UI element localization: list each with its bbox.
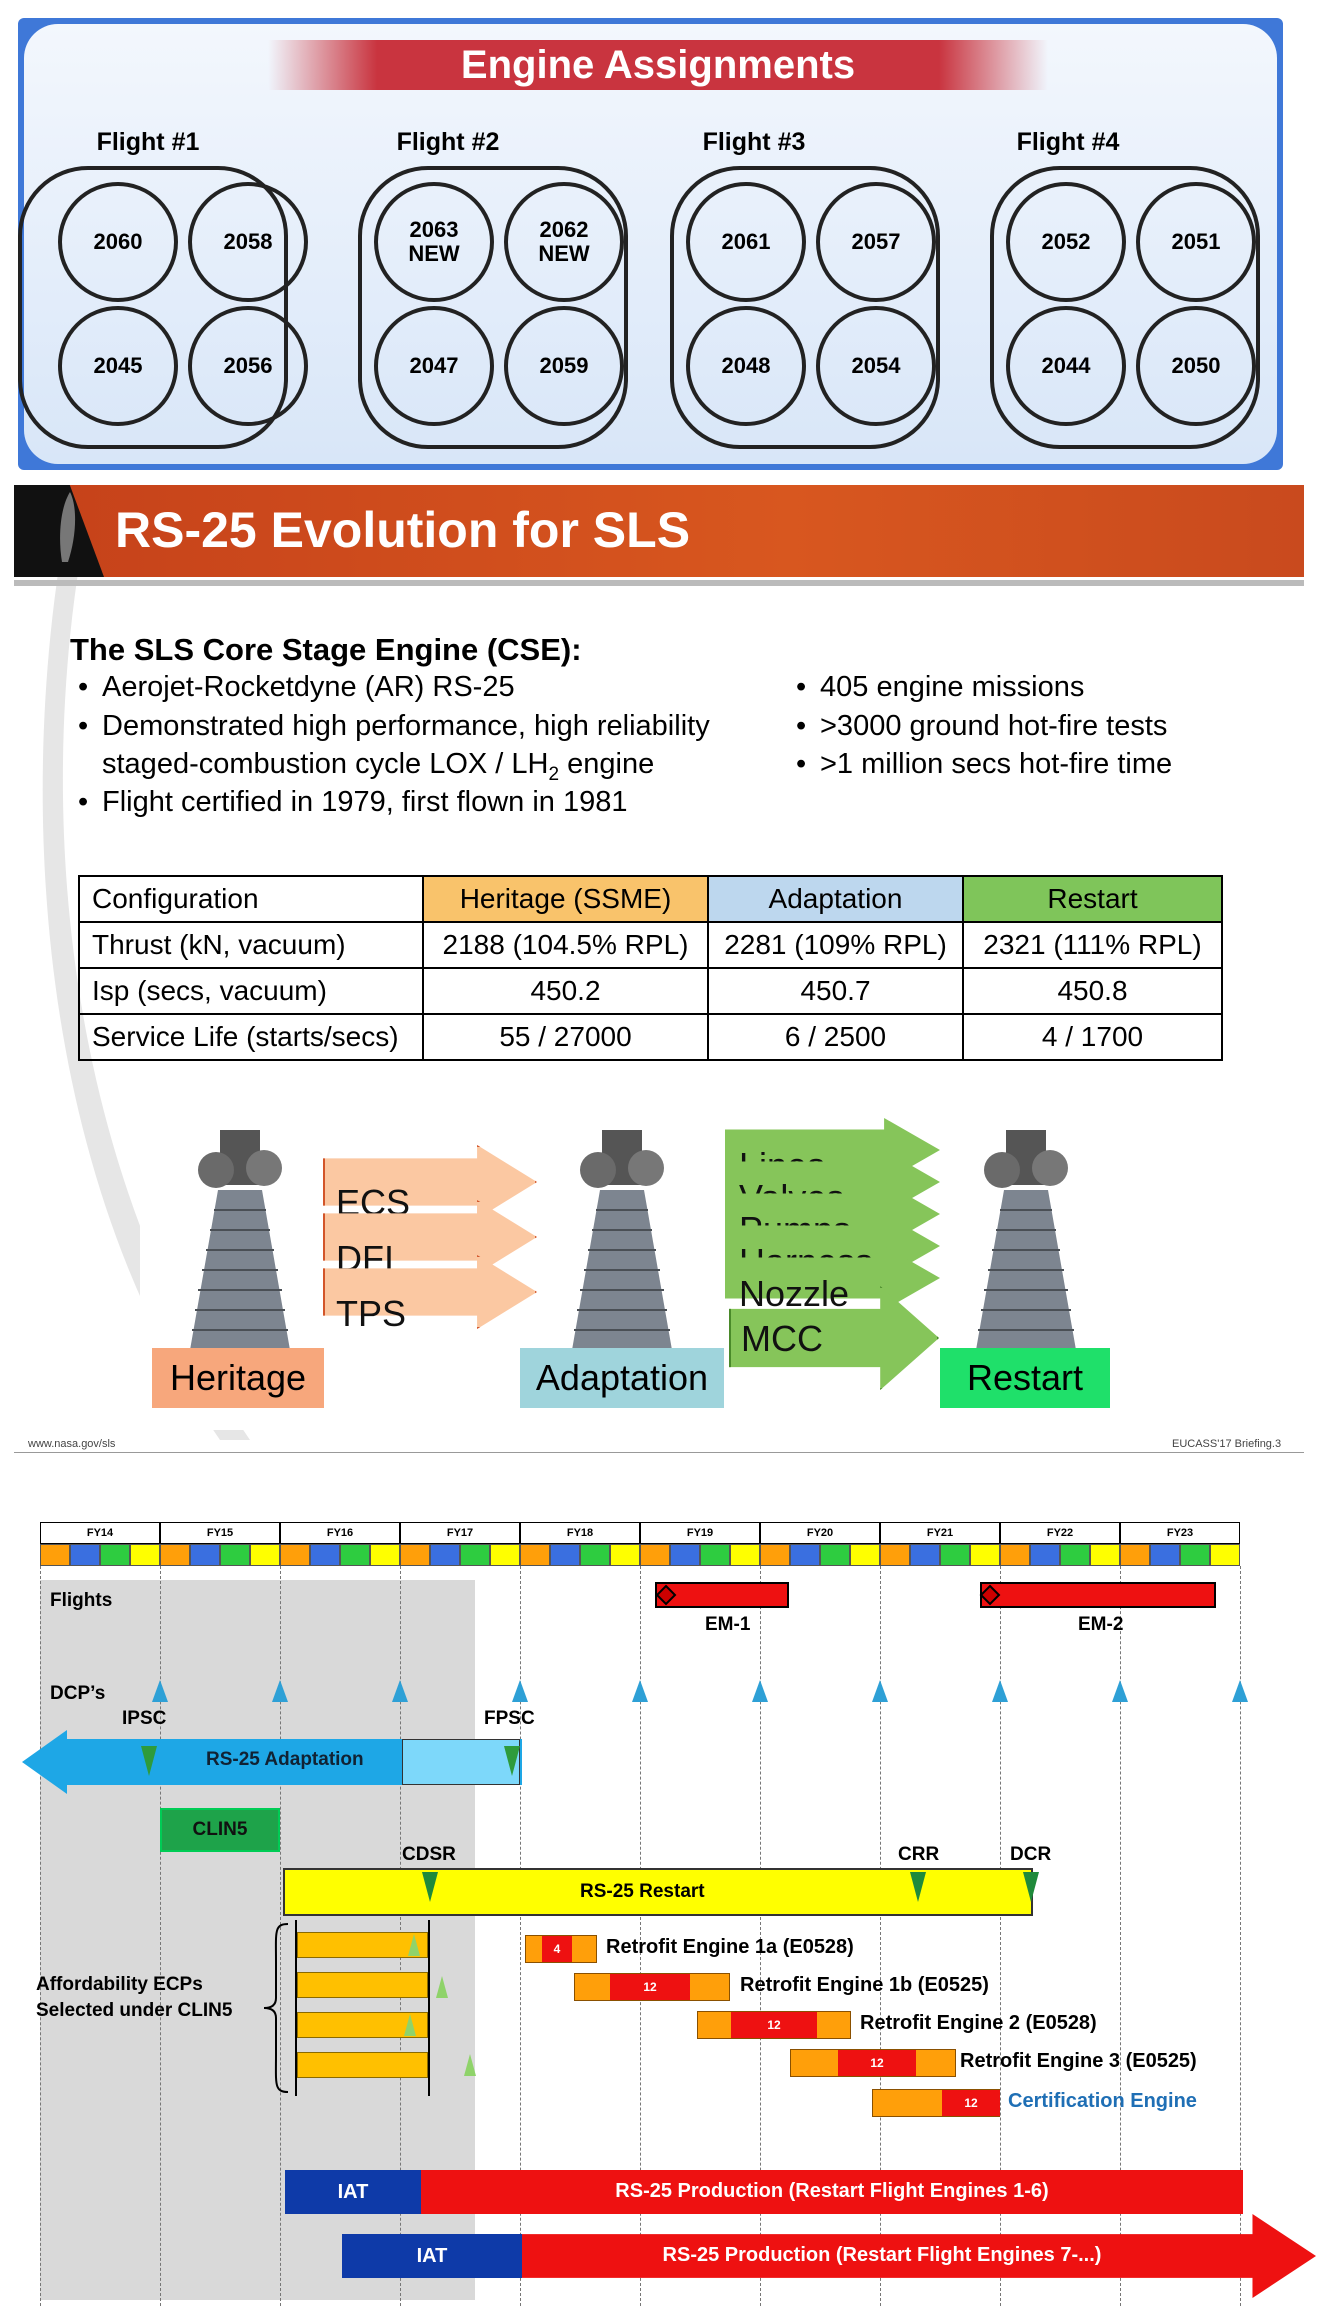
bullet-item: • >3000 ground hot-fire tests [796,707,1167,745]
quarter-cell [1180,1544,1210,1566]
quarter-cell [340,1544,370,1566]
engine-circle: 2057 [816,182,936,302]
quarter-cell [820,1544,850,1566]
bullet-continuation: staged-combustion cycle LOX / $LH_2$ engine [102,748,655,785]
table-cell: 2188 (104.5% RPL) [423,922,708,968]
retrofit-2-count: 12 [731,2012,817,2038]
rs25-engine-adaptation-image [568,1130,676,1355]
quarter-cell [730,1544,760,1566]
quarter-cell [790,1544,820,1566]
footer-divider [14,1452,1304,1453]
arrow-label: TPS [336,1293,407,1334]
footer-url: www.nasa.gov/sls [28,1438,116,1450]
retrofit-3-label: Retrofit Engine 3 (E0525) [960,2050,1197,2072]
ecp-marker-icon [436,1976,448,1998]
bullet-item: • 405 engine missions [796,668,1084,706]
engine-circle: 2062 NEW [504,182,624,302]
bullet-item: • Aerojet-Rocketdyne (AR) RS-25 [78,668,515,706]
dcp-marker-icon [752,1680,768,1702]
engine-circle: 2051 [1136,182,1256,302]
engine-circle: 2052 [1006,182,1126,302]
fy-label: FY16 [280,1522,400,1544]
certification-engine-label: Certification Engine [1008,2090,1197,2112]
stage-heritage: Heritage [152,1348,324,1408]
quarter-cell [970,1544,1000,1566]
quarter-cell [700,1544,730,1566]
dcp-marker-icon [1232,1680,1248,1702]
engine-circle: 2063 NEW [374,182,494,302]
table-row [79,1014,1222,1060]
engine-assignments-panel [18,18,1283,470]
table-cell: 55 / 27000 [423,1014,708,1060]
cdsr-milestone-icon [422,1872,438,1902]
quarter-cell [580,1544,610,1566]
flight-2-label: Flight #2 [396,128,500,156]
quarter-cell [760,1544,790,1566]
dcp-markers [40,1680,1260,1704]
engine-circle: 2048 [686,306,806,426]
fy-label: FY14 [40,1522,160,1544]
quarter-cell [940,1544,970,1566]
quarter-cell [1000,1544,1030,1566]
rocket-icon [40,488,90,574]
rs25-engine-heritage-image [186,1130,294,1355]
table-row [79,922,1222,968]
quarter-cell [880,1544,910,1566]
quarter-cell [220,1544,250,1566]
retrofit-1a-label: Retrofit Engine 1a (E0528) [606,1936,854,1958]
year-gridline [160,1566,161,2306]
table-cell: 6 / 2500 [708,1014,963,1060]
dcr-milestone-icon [1023,1872,1039,1902]
flight-1-label: Flight #1 [96,128,200,156]
retrofit-1a-count: 4 [542,1936,572,1962]
quarter-cell [370,1544,400,1566]
engine-spec-table [78,875,1223,1061]
table-header-cell: Adaptation [708,876,963,922]
flight-3-label: Flight #3 [702,128,806,156]
fy-label: FY15 [160,1522,280,1544]
table-cell: 2321 (111% RPL) [963,922,1222,968]
dcp-marker-icon [632,1680,648,1702]
table-cell: 450.7 [708,968,963,1014]
year-gridline [40,1566,41,2306]
quarter-row [40,1544,1240,1566]
fy-label: FY22 [1000,1522,1120,1544]
cdsr-label: CDSR [402,1844,456,1865]
quarter-cell [310,1544,340,1566]
stage-restart: Restart [940,1348,1110,1408]
table-cell: 450.2 [423,968,708,1014]
quarter-cell [1120,1544,1150,1566]
dcr-label: DCR [1010,1844,1052,1865]
quarter-cell [1090,1544,1120,1566]
table-header-row [79,876,1222,922]
iat-bar-2: IAT [342,2234,522,2278]
engine-circle: 2056 [188,306,308,426]
quarter-cell [490,1544,520,1566]
quarter-cell [250,1544,280,1566]
fy-label: FY21 [880,1522,1000,1544]
quarter-cell [640,1544,670,1566]
quarter-cell [550,1544,580,1566]
title-underline [14,580,1304,586]
quarter-cell [1030,1544,1060,1566]
ecp-bar [297,1972,428,1998]
slide-title: RS-25 Evolution for SLS [115,502,691,558]
dcp-marker-icon [1112,1680,1128,1702]
ecp-marker-icon [404,2014,416,2036]
engine-circle: 2059 [504,306,624,426]
rs25-engine-restart-image [972,1130,1080,1355]
cse-heading: The SLS Core Stage Engine (CSE): [70,632,582,667]
fy-label: FY17 [400,1522,520,1544]
engine-circle: 2060 [58,182,178,302]
quarter-cell [610,1544,640,1566]
quarter-cell [400,1544,430,1566]
ecp-marker-icon [408,1934,420,1956]
ecp-right-line [428,1920,430,2096]
adaptation-label: RS-25 Adaptation [206,1749,364,1770]
quarter-cell [520,1544,550,1566]
production-1-label: RS-25 Production (Restart Flight Engines 1-6) [615,2180,1049,2202]
table-header-cell: Configuration [79,876,423,922]
em1-label: EM-1 [705,1614,751,1635]
ipsc-label: IPSC [122,1708,167,1729]
certification-engine-count: 12 [942,2090,1000,2116]
engine-circle: 2050 [1136,306,1256,426]
quarter-cell [850,1544,880,1566]
crr-milestone-icon [910,1872,926,1902]
affordability-label: Affordability ECPs Selected under CLIN5 [36,1974,233,2021]
bullet-item: • Demonstrated high performance, high reliability [78,707,710,745]
quarter-cell [40,1544,70,1566]
affordability-brace [262,1922,292,2094]
retrofit-1b-count: 12 [610,1974,690,2000]
green-arrow-stack [725,1118,940,1390]
quarter-cell [430,1544,460,1566]
fpsc-label: FPSC [484,1708,535,1729]
em1-diamond-icon [656,1585,676,1605]
em2-diamond-icon [980,1585,1000,1605]
footer-briefing: EUCASS'17 Briefing.3 [1172,1438,1282,1450]
arrow-label: ECS [336,1182,411,1223]
table-cell: Service Life (starts/secs) [79,1014,423,1060]
ecp-marker-icon [464,2054,476,2076]
production-2-label: RS-25 Production (Restart Flight Engines 7-...) [662,2244,1102,2266]
retrofit-3-count: 12 [838,2050,916,2076]
table-cell: 450.8 [963,968,1222,1014]
bullet-item: • Flight certified in 1979, first flown in 1981 [78,783,628,821]
quarter-cell [130,1544,160,1566]
flight-4-label: Flight #4 [1016,128,1120,156]
engine-circle: 2045 [58,306,178,426]
fpsc-milestone-icon [504,1746,520,1776]
quarter-cell [190,1544,220,1566]
quarter-cell [100,1544,130,1566]
engine-assignments-title: Engine Assignments [268,40,1048,90]
quarter-cell [670,1544,700,1566]
table-header-cell: Restart [963,876,1222,922]
fy-label: FY18 [520,1522,640,1544]
dcps-label: DCP’s [50,1683,106,1704]
arrow-label: DFI [336,1238,394,1279]
engine-circle: 2044 [1006,306,1126,426]
retrofit-2-label: Retrofit Engine 2 (E0528) [860,2012,1097,2034]
dcp-marker-icon [392,1680,408,1702]
fy-label: FY20 [760,1522,880,1544]
table-row [79,968,1222,1014]
arrow-label: MCC [741,1318,823,1359]
iat-bar-1: IAT [285,2170,421,2214]
engine-circle: 2047 [374,306,494,426]
ecp-bar [297,2052,428,2078]
arrow-label: Nozzle [739,1273,850,1314]
quarter-cell [70,1544,100,1566]
fy-label: FY23 [1120,1522,1240,1544]
ipsc-milestone-icon [141,1746,157,1776]
dcp-marker-icon [272,1680,288,1702]
stage-adaptation: Adaptation [520,1348,724,1408]
table-cell: Thrust (kN, vacuum) [79,922,423,968]
table-cell: Isp (secs, vacuum) [79,968,423,1014]
clin5-box: CLIN5 [160,1808,280,1852]
em2-bar [980,1582,1216,1608]
adaptation-arrow-tail [402,1739,520,1785]
retrofit-1b-label: Retrofit Engine 1b (E0525) [740,1974,989,1996]
dcp-marker-icon [872,1680,888,1702]
table-cell: 4 / 1700 [963,1014,1222,1060]
dcp-marker-icon [512,1680,528,1702]
crr-label: CRR [898,1844,940,1865]
restart-label: RS-25 Restart [580,1881,705,1902]
engine-circle: 2054 [816,306,936,426]
bullet-item: • >1 million secs hot-fire time [796,745,1172,783]
flights-label: Flights [50,1590,113,1611]
fy-label: FY19 [640,1522,760,1544]
table-header-cell: Heritage (SSME) [423,876,708,922]
quarter-cell [1150,1544,1180,1566]
quarter-cell [1060,1544,1090,1566]
dcp-marker-icon [992,1680,1008,1702]
table-cell: 2281 (109% RPL) [708,922,963,968]
dcp-marker-icon [152,1680,168,1702]
quarter-cell [160,1544,190,1566]
quarter-cell [460,1544,490,1566]
quarter-cell [280,1544,310,1566]
em2-label: EM-2 [1078,1614,1124,1635]
quarter-cell [1210,1544,1240,1566]
engine-circle: 2061 [686,182,806,302]
quarter-cell [910,1544,940,1566]
engine-circle: 2058 [188,182,308,302]
